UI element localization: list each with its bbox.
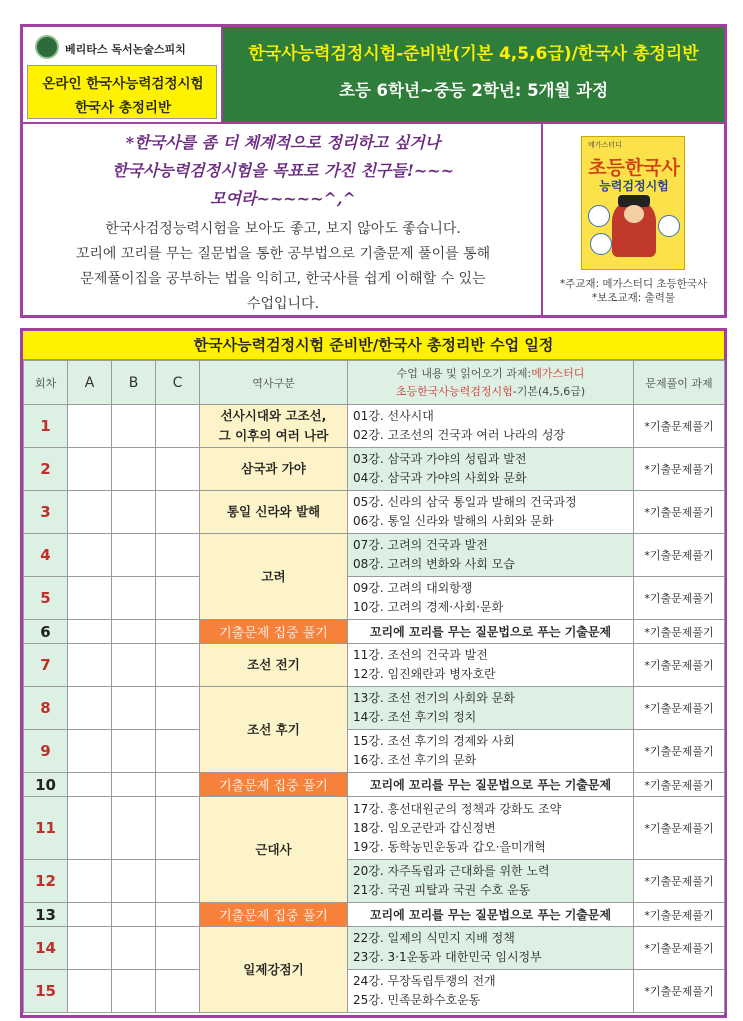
check-b[interactable] — [112, 773, 156, 797]
round-number: 13 — [24, 903, 68, 927]
lesson-cell — [348, 797, 634, 860]
check-a[interactable] — [68, 534, 112, 577]
table-row — [24, 534, 725, 577]
textbook-cover-image — [581, 136, 685, 270]
table-row — [24, 620, 725, 644]
table-row — [24, 687, 725, 730]
round-number: 7 — [24, 644, 68, 687]
table-row — [24, 903, 725, 927]
lesson-item: 14강. 조선 후기의 정치 — [353, 710, 477, 724]
table-row — [24, 730, 725, 773]
lesson-item: 16강. 조선 후기의 문화 — [353, 753, 477, 767]
header-a: A — [68, 361, 112, 405]
era-cell — [200, 405, 348, 448]
online-course-line1: 온라인 한국사능력검정시험 — [42, 76, 204, 92]
schedule-table-panel — [20, 328, 727, 1018]
lesson-cell — [348, 730, 634, 773]
table-row — [24, 773, 725, 797]
check-b[interactable] — [112, 405, 156, 448]
table-row — [24, 577, 725, 620]
lesson-item: 02강. 고조선의 건국과 여러 나라의 성장 — [353, 428, 566, 442]
lesson-item: 03강. 삼국과 가야의 성립과 발전 — [353, 452, 527, 466]
homework-cell: *기출문제풀기 — [634, 491, 725, 534]
lesson-item: 13강. 조선 전기의 사회와 문화 — [353, 691, 515, 705]
intro-text-line1: 한국사검정능력시험을 보아도 좋고, 보지 않아도 좋습니다. — [105, 221, 461, 237]
lesson-item: 24강. 무장독립투쟁의 전개 — [353, 974, 496, 988]
lesson-cell — [348, 534, 634, 577]
lesson-item: 25강. 민족문화수호운동 — [353, 993, 481, 1007]
round-number: 15 — [24, 970, 68, 1013]
check-b[interactable] — [112, 577, 156, 620]
header-lesson-part1: 수업 내용 및 읽어오기 과제: — [396, 366, 532, 380]
era-label: 통일 신라와 발해 — [200, 491, 348, 534]
check-a[interactable] — [68, 687, 112, 730]
lesson-cell — [348, 577, 634, 620]
check-c[interactable] — [156, 903, 200, 927]
era-label: 일제강점기 — [200, 927, 348, 1013]
lesson-item: 17강. 흥선대원군의 정책과 강화도 조약 — [353, 801, 562, 816]
round-number: 9 — [24, 730, 68, 773]
homework-cell: *기출문제풀기 — [634, 620, 725, 644]
round-number: 2 — [24, 448, 68, 491]
check-c[interactable] — [156, 491, 200, 534]
lesson-item: 22강. 일제의 식민지 지배 정책 — [353, 931, 515, 945]
check-a[interactable] — [68, 491, 112, 534]
check-c[interactable] — [156, 405, 200, 448]
lesson-item: 12강. 임진왜란과 병자호란 — [353, 667, 496, 681]
era-label: 삼국과 가야 — [200, 448, 348, 491]
check-c[interactable] — [156, 577, 200, 620]
book-title-sub: 능력검정시험 — [599, 179, 669, 193]
header-lesson-red2: 초등한국사능력검정시험 — [395, 384, 513, 398]
check-c[interactable] — [156, 620, 200, 644]
check-a[interactable] — [68, 773, 112, 797]
era-label: 조선 전기 — [200, 644, 348, 687]
check-a[interactable] — [68, 970, 112, 1013]
era-label: 고려 — [200, 534, 348, 620]
lesson-item: 09강. 고려의 대외항쟁 — [353, 581, 473, 595]
check-c[interactable] — [156, 970, 200, 1013]
round-number: 8 — [24, 687, 68, 730]
lesson-cell — [348, 687, 634, 730]
round-number: 5 — [24, 577, 68, 620]
check-b[interactable] — [112, 448, 156, 491]
homework-cell: *기출문제풀기 — [634, 860, 725, 903]
header-lesson-part2: -기본(4,5,6급) — [512, 384, 586, 398]
intro-hand-line2: 한국사능력검정시험을 목표로 가진 친구들!~~~ — [111, 161, 455, 180]
check-c[interactable] — [156, 927, 200, 970]
check-a[interactable] — [68, 405, 112, 448]
lesson-item: 23강. 3·1운동과 대한민국 임시정부 — [353, 950, 542, 964]
book-badge-icon — [588, 205, 610, 227]
intro-hand-line3: 모여라~~~~~^,^ — [210, 189, 356, 208]
round-number: 1 — [24, 405, 68, 448]
online-course-box — [27, 65, 217, 119]
focus-lesson: 꼬리에 꼬리를 무는 질문법으로 푸는 기출문제 — [348, 903, 634, 927]
school-panel — [23, 27, 223, 124]
check-b[interactable] — [112, 620, 156, 644]
focus-lesson: 꼬리에 꼬리를 무는 질문법으로 푸는 기출문제 — [348, 620, 634, 644]
table-row — [24, 405, 725, 448]
homework-cell: *기출문제풀기 — [634, 534, 725, 577]
round-number: 11 — [24, 797, 68, 860]
check-a[interactable] — [68, 903, 112, 927]
check-b[interactable] — [112, 730, 156, 773]
lesson-cell — [348, 970, 634, 1013]
header-era: 역사구분 — [200, 361, 348, 405]
focus-era-label: 기출문제 집중 풀기 — [200, 773, 348, 797]
era-label: 선사시대와 고조선, — [220, 408, 327, 423]
header-b: B — [112, 361, 156, 405]
course-subtitle: 초등 6학년~중등 2학년: 5개월 과정 — [338, 81, 609, 100]
focus-lesson: 꼬리에 꼬리를 무는 질문법으로 푸는 기출문제 — [348, 773, 634, 797]
book-badge-icon — [590, 233, 612, 255]
check-c[interactable] — [156, 534, 200, 577]
lesson-item: 19강. 동학농민운동과 갑오·을미개혁 — [353, 839, 546, 854]
course-header — [20, 24, 727, 318]
check-a[interactable] — [68, 927, 112, 970]
homework-cell: *기출문제풀기 — [634, 903, 725, 927]
header-homework: 문제풀이 과제 — [634, 361, 725, 405]
focus-era-label: 기출문제 집중 풀기 — [200, 620, 348, 644]
lesson-item: 20강. 자주독립과 근대화를 위한 노력 — [353, 864, 550, 878]
book-publisher: 메가스터디 — [588, 141, 622, 149]
intro-text-line3: 문제풀이집을 공부하는 법을 익히고, 한국사를 쉽게 이해할 수 있는 — [80, 271, 486, 287]
table-row — [24, 644, 725, 687]
homework-cell: *기출문제풀기 — [634, 797, 725, 860]
check-a[interactable] — [68, 797, 112, 860]
header-c: C — [156, 361, 200, 405]
lesson-cell — [348, 448, 634, 491]
lesson-item: 06강. 통일 신라와 발해의 사회와 문화 — [353, 514, 554, 528]
era-label: 조선 후기 — [200, 687, 348, 773]
homework-cell: *기출문제풀기 — [634, 448, 725, 491]
check-b[interactable] — [112, 903, 156, 927]
check-b[interactable] — [112, 491, 156, 534]
course-title: 한국사능력검정시험-준비반(기본 4,5,6급)/한국사 총정리반 — [248, 44, 699, 64]
check-b[interactable] — [112, 860, 156, 903]
lesson-cell — [348, 927, 634, 970]
book-badge-icon — [658, 215, 680, 237]
intro-text-line4: 수업입니다. — [246, 296, 320, 312]
table-header-row — [24, 361, 725, 405]
lesson-cell — [348, 860, 634, 903]
lesson-item: 08강. 고려의 변화와 사회 모습 — [353, 557, 515, 571]
homework-cell: *기출문제풀기 — [634, 644, 725, 687]
table-row — [24, 860, 725, 903]
check-c[interactable] — [156, 860, 200, 903]
book-title-main: 초등한국사 — [588, 157, 680, 179]
homework-cell: *기출문제풀기 — [634, 687, 725, 730]
school-name: 베리타스 독서논술스피치 — [65, 43, 186, 56]
lesson-item: 18강. 임오군란과 갑신정변 — [353, 820, 496, 835]
era-label: 근대사 — [200, 797, 348, 903]
textbook-panel — [543, 124, 724, 318]
table-row — [24, 927, 725, 970]
round-number: 4 — [24, 534, 68, 577]
homework-cell: *기출문제풀기 — [634, 927, 725, 970]
check-a[interactable] — [68, 620, 112, 644]
lesson-item: 15강. 조선 후기의 경제와 사회 — [353, 734, 515, 748]
check-a[interactable] — [68, 448, 112, 491]
table-row — [24, 491, 725, 534]
homework-cell: *기출문제풀기 — [634, 405, 725, 448]
intro-hand-line1: *한국사를 좀 더 체계적으로 정리하고 싶거나 — [125, 133, 441, 152]
online-course-line2: 한국사 총정리반 — [75, 100, 171, 116]
round-number: 14 — [24, 927, 68, 970]
homework-cell: *기출문제풀기 — [634, 577, 725, 620]
homework-cell: *기출문제풀기 — [634, 773, 725, 797]
check-a[interactable] — [68, 730, 112, 773]
header-lesson-red1: 메가스터디 — [531, 366, 585, 380]
check-c[interactable] — [156, 448, 200, 491]
lesson-item: 01강. 선사시대 — [353, 409, 434, 423]
main-textbook-label: *주교재: 메가스터디 초등한국사 — [559, 278, 708, 290]
check-c[interactable] — [156, 644, 200, 687]
round-number: 3 — [24, 491, 68, 534]
check-c[interactable] — [156, 730, 200, 773]
course-title-bar — [223, 27, 724, 124]
focus-era-label: 기출문제 집중 풀기 — [200, 903, 348, 927]
lesson-cell — [348, 644, 634, 687]
schedule-table — [23, 360, 725, 1013]
check-b[interactable] — [112, 797, 156, 860]
check-b[interactable] — [112, 644, 156, 687]
intro-panel — [23, 124, 543, 318]
lesson-item: 07강. 고려의 건국과 발전 — [353, 538, 488, 552]
lesson-item: 05강. 신라의 삼국 통일과 발해의 건국과정 — [353, 495, 577, 509]
homework-cell: *기출문제풀기 — [634, 730, 725, 773]
lesson-item: 04강. 삼국과 가야의 사회와 문화 — [353, 471, 527, 485]
check-b[interactable] — [112, 927, 156, 970]
school-emblem-icon — [35, 35, 59, 59]
book-character-face — [624, 205, 644, 223]
check-c[interactable] — [156, 773, 200, 797]
lesson-cell — [348, 491, 634, 534]
round-number: 12 — [24, 860, 68, 903]
check-c[interactable] — [156, 687, 200, 730]
intro-text-line2: 꼬리에 꼬리를 무는 질문법을 통한 공부법으로 기출문제 풀이를 통해 — [75, 246, 491, 262]
table-row — [24, 448, 725, 491]
check-c[interactable] — [156, 797, 200, 860]
sub-textbook-label: *보조교재: 출력물 — [591, 292, 676, 304]
table-row — [24, 797, 725, 860]
round-number: 6 — [24, 620, 68, 644]
check-a[interactable] — [68, 644, 112, 687]
round-number: 10 — [24, 773, 68, 797]
header-round: 회차 — [24, 361, 68, 405]
era-label: 그 이후의 여러 나라 — [218, 428, 329, 443]
check-b[interactable] — [112, 687, 156, 730]
lesson-item: 11강. 조선의 건국과 발전 — [353, 648, 488, 662]
homework-cell: *기출문제풀기 — [634, 970, 725, 1013]
lesson-item: 10강. 고려의 경제·사회·문화 — [353, 600, 504, 614]
lesson-cell — [348, 405, 634, 448]
schedule-title: 한국사능력검정시험 준비반/한국사 총정리반 수업 일정 — [23, 331, 724, 360]
check-b[interactable] — [112, 534, 156, 577]
check-b[interactable] — [112, 970, 156, 1013]
check-a[interactable] — [68, 860, 112, 903]
lesson-item: 21강. 국권 피탈과 국권 수호 운동 — [353, 883, 531, 897]
table-row — [24, 970, 725, 1013]
check-a[interactable] — [68, 577, 112, 620]
header-lesson — [348, 361, 634, 405]
